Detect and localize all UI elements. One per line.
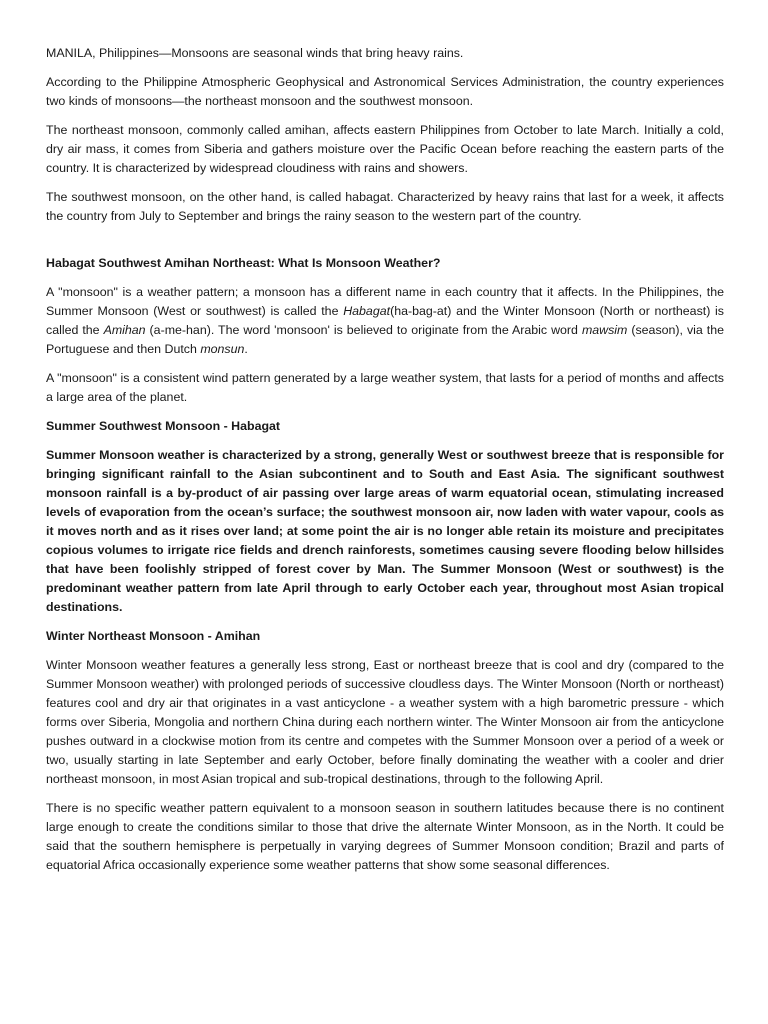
section-heading-winter-monsoon: Winter Northeast Monsoon - Amihan bbox=[46, 629, 261, 643]
intro-paragraph: MANILA, Philippines—Monsoons are seasonal winds that bring heavy rains. bbox=[46, 46, 464, 60]
pagasa-paragraph: According to the Philippine Atmospheric Geophysical and Astronomical Services Administration, the country experiences two kinds of monsoons—the northeast monsoon and the southwest monsoon. bbox=[46, 75, 724, 108]
text-span: (season), via the Portuguese and then Dutch bbox=[46, 323, 725, 356]
text-span: (a-me-han). The word 'monsoon' is believed to originate from the Arabic word bbox=[145, 323, 582, 337]
habagat-term: Habagat bbox=[343, 304, 391, 318]
text-span: . bbox=[244, 342, 248, 356]
mawsim-term: mawsim bbox=[581, 323, 628, 337]
text-span: A "monsoon" is a weather pattern; a monsoon has a different name in each country that it affects. In the Philippines, the Summer Monsoon (West or southwest) is called the bbox=[46, 285, 724, 318]
monsoon-definition-paragraph bbox=[46, 283, 724, 359]
document-page bbox=[46, 44, 724, 885]
southwest-monsoon-paragraph: The southwest monsoon, on the other hand, is called habagat. Characterized by heavy rains that last for a week, it affects the country from July to September and brings the rainy season to the western part of the country. bbox=[46, 190, 724, 223]
section-heading-summer-monsoon: Summer Southwest Monsoon - Habagat bbox=[46, 419, 281, 433]
northeast-monsoon-paragraph: The northeast monsoon, commonly called amihan, affects eastern Philippines from October to late March. Initially a cold, dry air mass, it comes from Siberia and gathers moisture over the Pacific Ocean before reaching the eastern parts of the country. It is characterized by widespread cloudiness with rains and showers. bbox=[46, 123, 724, 175]
section-heading-monsoon-weather: Habagat Southwest Amihan Northeast: What Is Monsoon Weather? bbox=[46, 256, 441, 270]
text-span: (ha-bag-at) and the Winter Monsoon (North or northeast) is called the bbox=[46, 304, 725, 337]
summer-monsoon-paragraph: Summer Monsoon weather is characterized by a strong, generally West or southwest breeze that is responsible for bringing significant rainfall to the Asian subcontinent and to South and East Asia. The significant southwest monsoon rainfall is a by-product of air passing over large areas of warm equatorial ocean, stimulating increased levels of evaporation from the ocean’s surface; the southwest monsoon air, now laden with water vapour, cools as it moves north and as it rises over land; at some point the air is no longer able retain its moisture and precipitates copious volumes to irrigate rice fields and drench rainforests, sometimes causing severe flooding below hillsides that have been foolishly stripped of forest cover by Man. The Summer Monsoon (West or southwest) is the predominant weather pattern from late April through to early October each year, throughout most Asian tropical destinations. bbox=[46, 448, 724, 614]
monsun-term: monsun bbox=[200, 342, 245, 356]
wind-pattern-paragraph: A "monsoon" is a consistent wind pattern generated by a large weather system, that lasts for a period of months and affects a large area of the planet. bbox=[46, 371, 724, 404]
southern-latitudes-paragraph: There is no specific weather pattern equivalent to a monsoon season in southern latitudes because there is no continent large enough to create the conditions similar to those that drive the alternate Winter Monsoon, as in the North. It could be said that the southern hemisphere is perpetually in varying degrees of Summer Monsoon condition; Brazil and parts of equatorial Africa occasionally experience some weather patterns that show some seasonal differences. bbox=[46, 801, 724, 872]
amihan-term: Amihan bbox=[103, 323, 146, 337]
winter-monsoon-paragraph: Winter Monsoon weather features a generally less strong, East or northeast breeze that is cool and dry (compared to the Summer Monsoon weather) with prolonged periods of successive cloudless days. The Winter Monsoon (North or northeast) features cool and dry air that originates in a vast anticyclone - a weather system with a high barometric pressure - which forms over Siberia, Mongolia and northern China during each northern winter. The Winter Monsoon air from the anticyclone pushes outward in a clockwise motion from its centre and competes with the Summer Monsoon over a period of a week or two, usually starting in late September and early October, before finally dominating the weather with a cooler and drier northeast monsoon, in most Asian tropical and sub-tropical destinations, through to the following April. bbox=[46, 658, 724, 786]
